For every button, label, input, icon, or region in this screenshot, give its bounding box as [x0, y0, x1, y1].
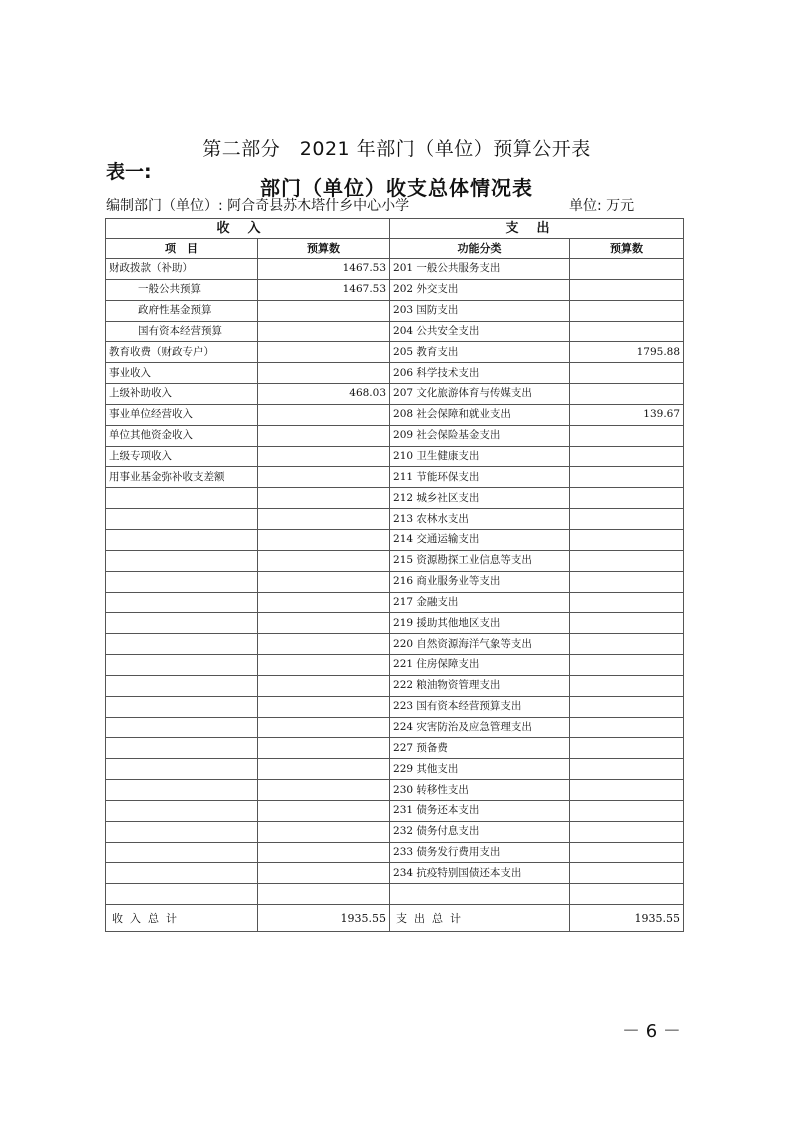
income-item-cell	[106, 509, 258, 530]
expense-amount-cell	[570, 634, 684, 655]
income-item-cell: 一般公共预算	[106, 279, 258, 300]
table-row	[106, 655, 684, 676]
income-item-cell: 教育收费（财政专户）	[106, 342, 258, 363]
expense-amount-cell	[570, 759, 684, 780]
income-total-label: 收入总计	[106, 905, 258, 932]
expense-amount-cell	[570, 884, 684, 905]
table-row	[106, 529, 684, 550]
income-item-cell	[106, 842, 258, 863]
income-amount-cell	[258, 550, 390, 571]
income-amount-cell	[258, 821, 390, 842]
income-amount-cell	[258, 675, 390, 696]
income-item-cell: 上级专项收入	[106, 446, 258, 467]
expense-amount-cell	[570, 467, 684, 488]
income-amount-cell: 1467.53	[258, 259, 390, 280]
column-header-row	[106, 239, 684, 259]
expense-item-cell: 224 灾害防治及应急管理支出	[390, 717, 570, 738]
income-item-cell	[106, 634, 258, 655]
income-section-header: 收入	[106, 219, 390, 239]
expense-item-cell: 233 债务发行费用支出	[390, 842, 570, 863]
expense-item-cell: 212 城乡社区支出	[390, 488, 570, 509]
table-row	[106, 550, 684, 571]
expense-amount-cell	[570, 529, 684, 550]
income-item-cell: 上级补助收入	[106, 384, 258, 405]
income-amount-cell	[258, 592, 390, 613]
expense-item-cell: 202 外交支出	[390, 279, 570, 300]
table-row	[106, 571, 684, 592]
income-amount-cell: 1467.53	[258, 279, 390, 300]
table-row	[106, 488, 684, 509]
table-row	[106, 342, 684, 363]
table-row	[106, 863, 684, 884]
expense-item-cell: 203 国防支出	[390, 300, 570, 321]
expense-item-cell: 234 抗疫特别国债还本支出	[390, 863, 570, 884]
table-row	[106, 696, 684, 717]
income-amount-cell	[258, 363, 390, 384]
expense-amount-cell	[570, 842, 684, 863]
expense-amount-cell	[570, 592, 684, 613]
income-item-cell	[106, 696, 258, 717]
expense-item-cell: 201 一般公共服务支出	[390, 259, 570, 280]
table-row	[106, 675, 684, 696]
table-row	[106, 300, 684, 321]
expense-item-cell: 221 住房保障支出	[390, 655, 570, 676]
expense-item-cell: 205 教育支出	[390, 342, 570, 363]
expense-item-cell: 229 其他支出	[390, 759, 570, 780]
expense-amount-cell	[570, 425, 684, 446]
income-amount-cell	[258, 884, 390, 905]
income-amount-cell	[258, 488, 390, 509]
expense-amount-cell	[570, 800, 684, 821]
expense-item-cell: 227 预备费	[390, 738, 570, 759]
table-row	[106, 738, 684, 759]
income-item-cell: 事业单位经营收入	[106, 404, 258, 425]
income-item-cell	[106, 863, 258, 884]
expense-amount-cell	[570, 863, 684, 884]
expense-item-cell: 213 农林水支出	[390, 509, 570, 530]
expense-amount-cell	[570, 384, 684, 405]
expense-item-cell: 231 债务还本支出	[390, 800, 570, 821]
table-row	[106, 279, 684, 300]
income-amount-header: 预算数	[258, 239, 390, 259]
organization-line: 编制部门（单位）: 阿合奇县苏木塔什乡中心小学	[106, 198, 410, 214]
expense-item-cell: 206 科学技术支出	[390, 363, 570, 384]
income-amount-cell	[258, 800, 390, 821]
income-item-cell	[106, 655, 258, 676]
table-row	[106, 613, 684, 634]
income-item-cell: 单位其他资金收入	[106, 425, 258, 446]
income-item-cell: 事业收入	[106, 363, 258, 384]
income-amount-cell	[258, 425, 390, 446]
expense-amount-header: 预算数	[570, 239, 684, 259]
income-amount-cell	[258, 342, 390, 363]
expense-item-cell: 204 公共安全支出	[390, 321, 570, 342]
expense-item-cell: 214 交通运输支出	[390, 529, 570, 550]
section-header-row	[106, 219, 684, 239]
expense-item-cell: 219 援助其他地区支出	[390, 613, 570, 634]
expense-item-cell: 207 文化旅游体育与传媒支出	[390, 384, 570, 405]
expense-amount-cell	[570, 655, 684, 676]
expense-amount-cell	[570, 488, 684, 509]
expense-amount-cell	[570, 571, 684, 592]
table-row	[106, 425, 684, 446]
income-item-cell	[106, 571, 258, 592]
expense-amount-cell	[570, 675, 684, 696]
income-total-amount: 1935.55	[258, 905, 390, 932]
table-row	[106, 800, 684, 821]
expense-total-label: 支出总计	[390, 905, 570, 932]
income-item-cell	[106, 488, 258, 509]
expense-item-cell: 222 粮油物资管理支出	[390, 675, 570, 696]
expense-amount-cell	[570, 363, 684, 384]
income-item-cell: 政府性基金预算	[106, 300, 258, 321]
expense-amount-cell	[570, 321, 684, 342]
income-amount-cell	[258, 842, 390, 863]
table-row	[106, 321, 684, 342]
expense-item-cell: 232 债务付息支出	[390, 821, 570, 842]
income-item-cell: 财政拨款（补助）	[106, 259, 258, 280]
table-row	[106, 404, 684, 425]
income-amount-cell	[258, 738, 390, 759]
income-amount-cell	[258, 717, 390, 738]
expense-item-cell: 210 卫生健康支出	[390, 446, 570, 467]
income-item-cell	[106, 675, 258, 696]
page-heading: 第二部分 2021 年部门（单位）预算公开表	[202, 138, 591, 160]
table-row	[106, 363, 684, 384]
expense-amount-cell	[570, 821, 684, 842]
income-amount-cell	[258, 655, 390, 676]
expense-section-header: 支出	[390, 219, 684, 239]
expense-total-amount: 1935.55	[570, 905, 684, 932]
income-item-cell	[106, 884, 258, 905]
table-label: 表一:	[106, 161, 152, 183]
income-amount-cell	[258, 571, 390, 592]
unit-line: 单位: 万元	[569, 198, 635, 214]
table-row	[106, 634, 684, 655]
income-amount-cell	[258, 321, 390, 342]
table-row	[106, 467, 684, 488]
income-amount-cell	[258, 300, 390, 321]
expense-amount-cell	[570, 780, 684, 801]
income-amount-cell	[258, 509, 390, 530]
expense-item-header: 功能分类	[390, 239, 570, 259]
table-row	[106, 509, 684, 530]
table-row	[106, 384, 684, 405]
income-item-cell	[106, 800, 258, 821]
expense-amount-cell: 139.67	[570, 404, 684, 425]
income-amount-cell	[258, 696, 390, 717]
expense-amount-cell	[570, 446, 684, 467]
income-amount-cell	[258, 467, 390, 488]
expense-amount-cell	[570, 300, 684, 321]
total-row	[106, 905, 684, 932]
table-row	[106, 884, 684, 905]
table-row	[106, 842, 684, 863]
expense-amount-cell	[570, 550, 684, 571]
income-amount-cell	[258, 404, 390, 425]
table-row	[106, 780, 684, 801]
table-row	[106, 717, 684, 738]
table-row	[106, 259, 684, 280]
income-amount-cell	[258, 613, 390, 634]
budget-table	[105, 218, 684, 932]
income-amount-cell: 468.03	[258, 384, 390, 405]
expense-amount-cell	[570, 696, 684, 717]
expense-item-cell: 211 节能环保支出	[390, 467, 570, 488]
expense-amount-cell	[570, 613, 684, 634]
expense-amount-cell	[570, 738, 684, 759]
expense-item-cell: 215 资源勘探工业信息等支出	[390, 550, 570, 571]
income-item-cell	[106, 717, 258, 738]
table-title: 部门（单位）收支总体情况表	[260, 176, 533, 200]
expense-amount-cell	[570, 509, 684, 530]
income-amount-cell	[258, 446, 390, 467]
income-amount-cell	[258, 780, 390, 801]
income-item-cell: 用事业基金弥补收支差额	[106, 467, 258, 488]
income-amount-cell	[258, 759, 390, 780]
expense-item-cell: 223 国有资本经营预算支出	[390, 696, 570, 717]
expense-amount-cell	[570, 279, 684, 300]
income-item-cell	[106, 738, 258, 759]
income-amount-cell	[258, 529, 390, 550]
income-item-cell	[106, 592, 258, 613]
expense-amount-cell: 1795.88	[570, 342, 684, 363]
income-item-cell: 国有资本经营预算	[106, 321, 258, 342]
table-row	[106, 592, 684, 613]
income-item-cell	[106, 759, 258, 780]
expense-amount-cell	[570, 717, 684, 738]
income-amount-cell	[258, 863, 390, 884]
income-item-cell	[106, 529, 258, 550]
page-number: － 6 －	[622, 1021, 681, 1042]
income-item-cell	[106, 613, 258, 634]
expense-item-cell: 209 社会保险基金支出	[390, 425, 570, 446]
income-amount-cell	[258, 634, 390, 655]
expense-item-cell: 217 金融支出	[390, 592, 570, 613]
income-item-cell	[106, 550, 258, 571]
expense-item-cell: 220 自然资源海洋气象等支出	[390, 634, 570, 655]
income-item-cell	[106, 821, 258, 842]
table-row	[106, 759, 684, 780]
expense-item-cell: 230 转移性支出	[390, 780, 570, 801]
table-row	[106, 446, 684, 467]
income-item-cell	[106, 780, 258, 801]
income-item-header: 项 目	[106, 239, 258, 259]
expense-item-cell: 216 商业服务业等支出	[390, 571, 570, 592]
expense-item-cell: 208 社会保障和就业支出	[390, 404, 570, 425]
table-row	[106, 821, 684, 842]
expense-amount-cell	[570, 259, 684, 280]
expense-item-cell	[390, 884, 570, 905]
